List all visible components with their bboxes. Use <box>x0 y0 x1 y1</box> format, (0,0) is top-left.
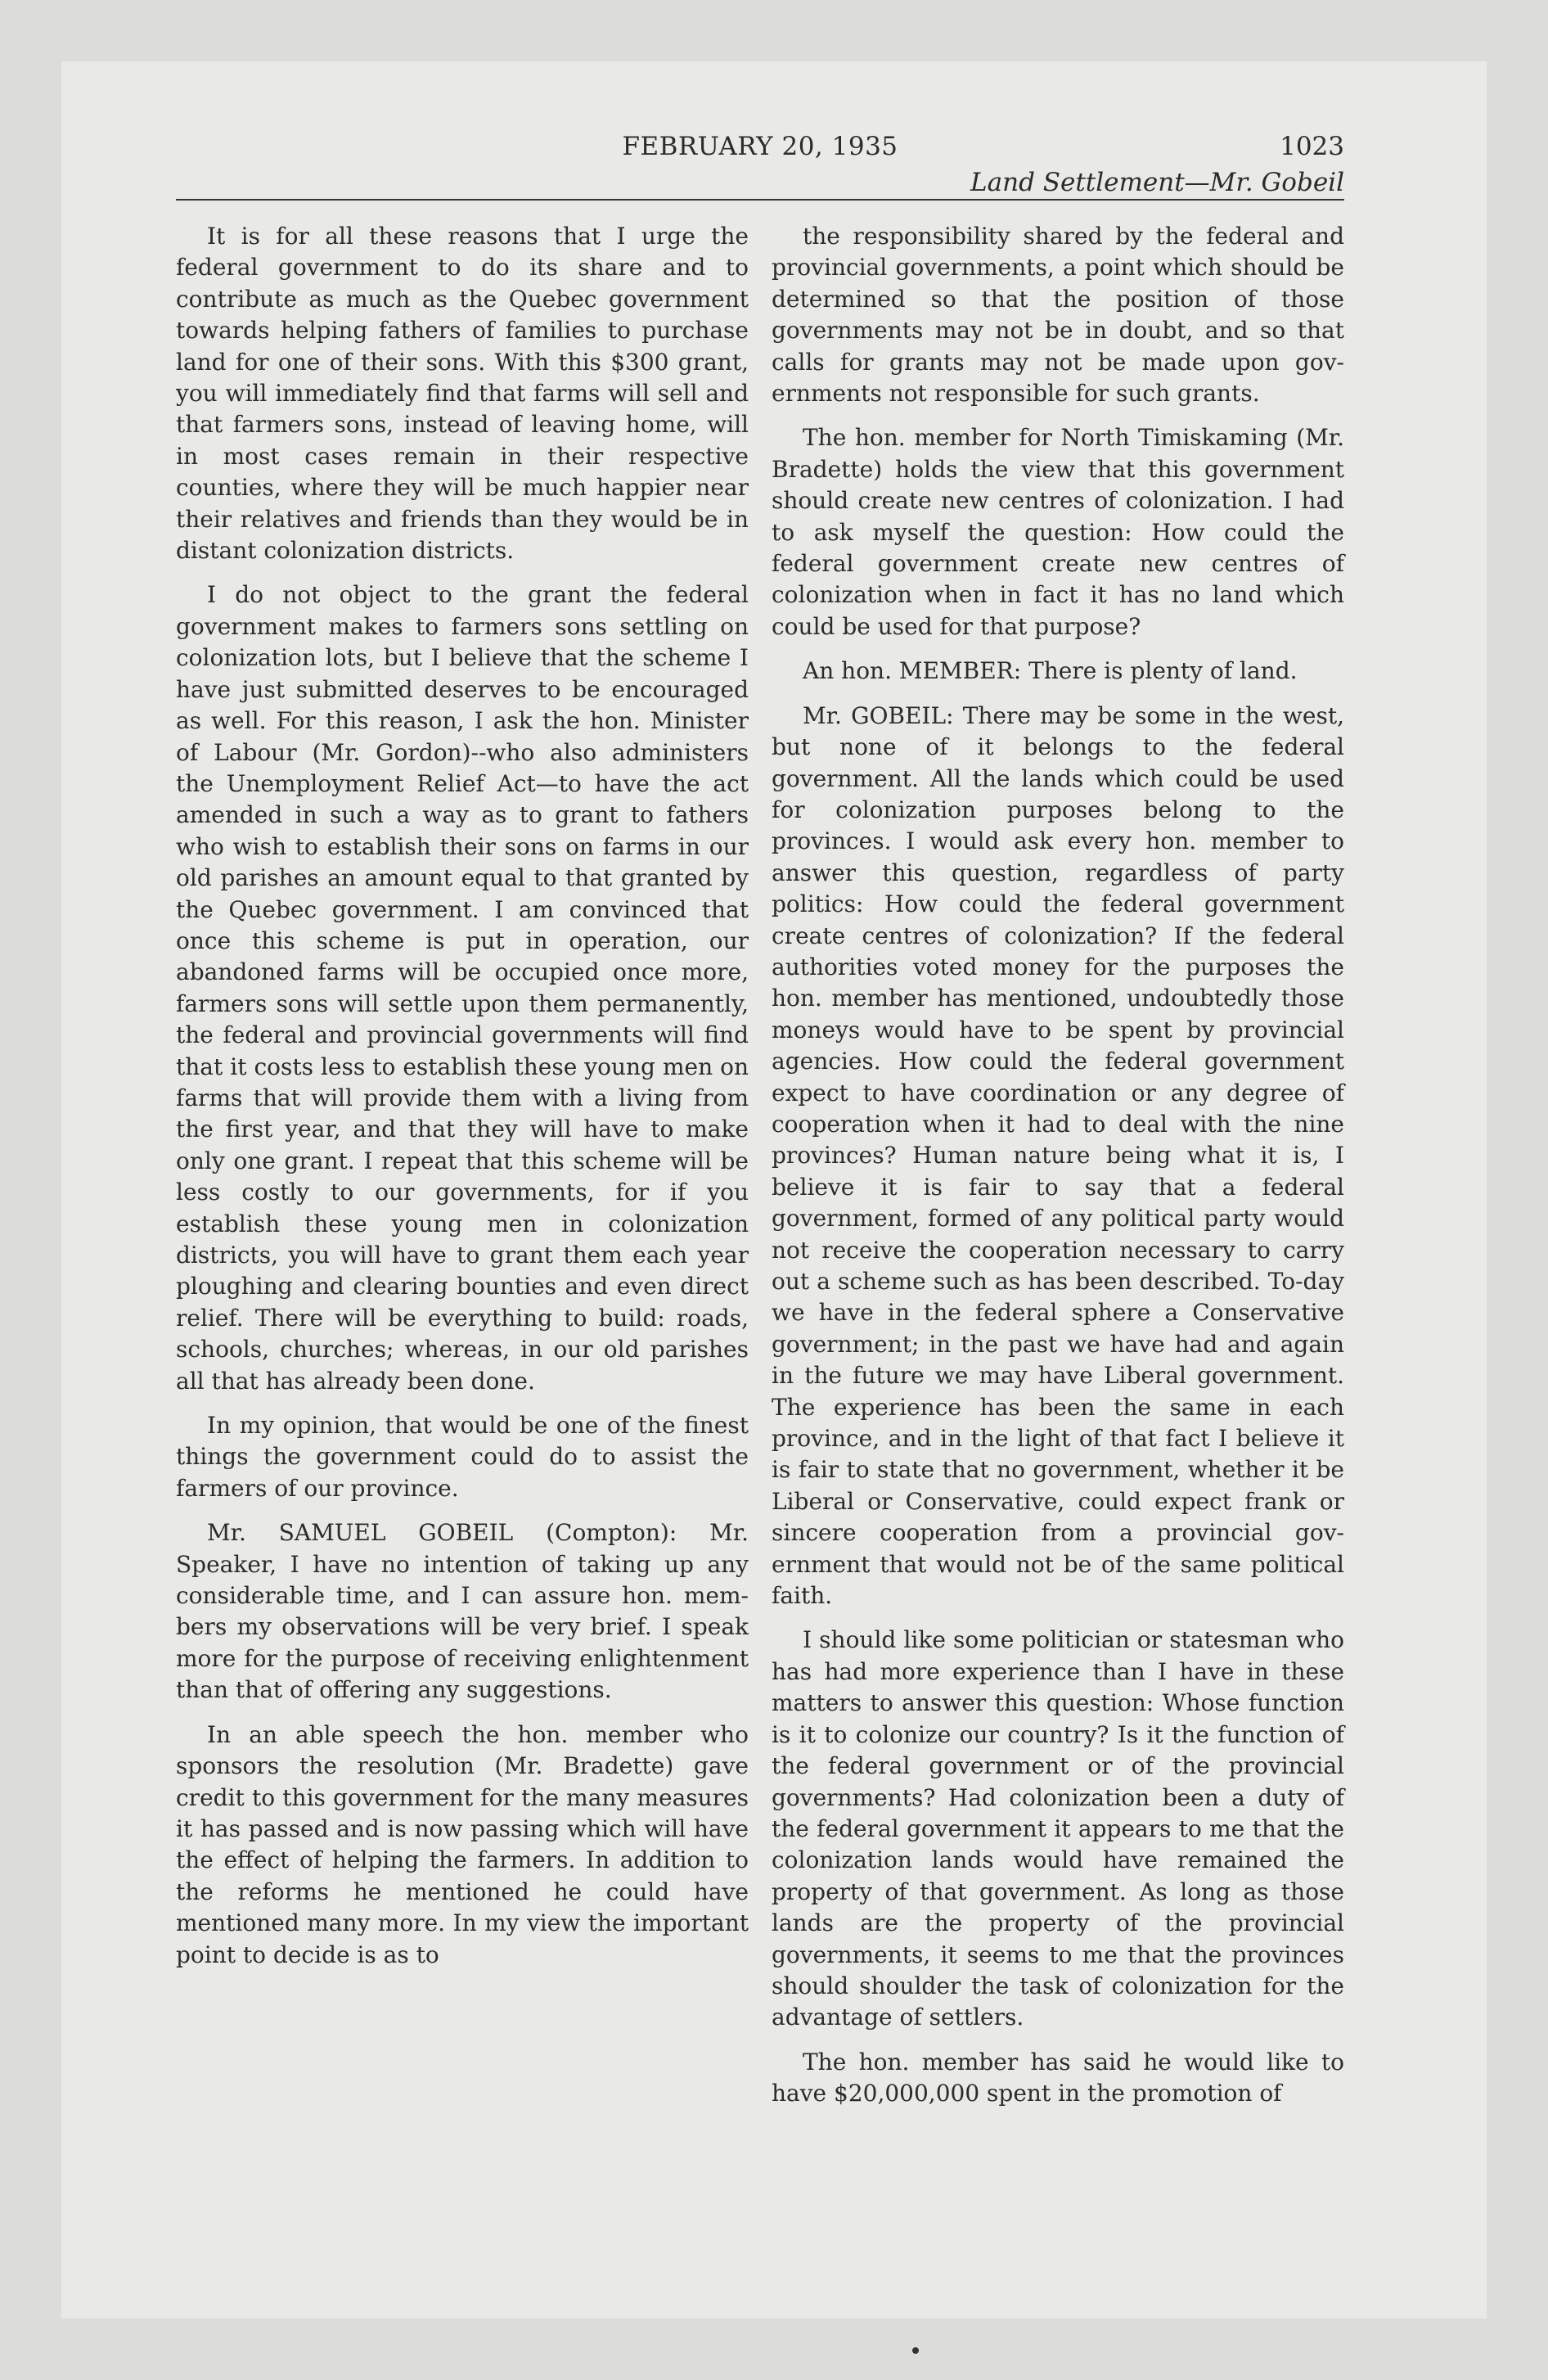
paragraph: The hon. member for North Timiskaming (Mr. Bradette) holds the view that this government should create new centres of colonization. I had to ask myself the question: How could the federal government create new centres of colonization when in fact it has no land which could be used for that purpose? <box>772 424 1344 640</box>
header-subtitle: Land Settlement—Mr. Gobeil <box>970 168 1344 197</box>
paragraph: An hon. MEMBER: There is plenty of land. <box>803 657 1298 685</box>
page-header <box>176 127 1344 209</box>
document-page <box>61 61 1487 2319</box>
paragraph: It is for all these reasons that I urge the federal government to do its share and to contribute as much as the Quebec government towards helping fathers of families to purchase land for one of their sons. With this $300 grant, you will immediately find that farms will sell and that farmers sons, instead of leaving home, will in most cases remain in their respective counties, where they will be much happier near their relatives and friends than they would be in distant colonization districts. <box>176 223 749 565</box>
right-column <box>772 221 1344 2123</box>
paragraph: The hon. member has said he would like to have $20,000,000 spent in the promotion of <box>772 2048 1344 2107</box>
paragraph: the responsibility shared by the federal and provincial governments, a point which should be determined so that the position of those governments may not be in doubt, and so that calls for grants may not be made upon governments not responsible for such grants. <box>772 223 1344 408</box>
left-column <box>176 221 749 1984</box>
paragraph: I do not object to the grant the federal government makes to farmers sons settling on colonization lots, but I believe that the scheme I have just submitted deserves to be encouraged as well. For this reason, I ask the hon. Minister of Labour (Mr. Gordon)--who also administers the Unemployment Relief Act—to have the act amended in such a way as to grant to fathers who wish to establish their sons on farms in our old parishes an amount equal to that granted by the Quebec government. I am convinced that once this scheme is put in operation, our abandoned farms will be occupied once more, farmers sons will settle upon them permanently, the federal and provincial governments will find that it costs less to establish these young men on farms that will provide them with a living from the first year, and that they will have to make only one grant. I repeat that this scheme will be less costly to our governments, for if you establish these young men in colonization districts, you will have to grant them each year ploughing and clearing bounties and even direct relief. There will be everything to build: roads, schools, churches; whereas, in our old parishes all that has already been done. <box>176 581 749 1395</box>
page-number: 1023 <box>1280 132 1344 161</box>
header-date: FEBRUARY 20, 1935 <box>622 132 898 161</box>
footer-dot <box>912 2347 919 2354</box>
paragraph: In an able speech the hon. member who sponsors the resolution (Mr. Bradette) gave credit to this government for the many measures it has passed and is now passing which will have the effect of helping the farmers. In addition to the reforms he mentioned he could have mentioned many more. In my view the important point to decide is as to <box>176 1720 749 1968</box>
header-rule <box>176 199 1344 201</box>
paragraph: Mr. SAMUEL GOBEIL (Compton): Mr. Speaker, I have no intention of taking up any considerable time, and I can assure hon. members my observations will be very brief. I speak more for the purpose of receiving enlightenment than that of offering any suggestions. <box>176 1519 749 1704</box>
paragraph: Mr. GOBEIL: There may be some in the west, but none of it belongs to the federal government. All the lands which could be used for colonization purposes belong to the provinces. I would ask every hon. member to answer this question, regardless of party politics: How could the federal government create centres of colonization? If the federal authorities voted money for the purposes the hon. member has mentioned, undoubtedly those moneys would have to be spent by provincial agencies. How could the federal government expect to have coordination or any degree of cooperation when it had to deal with the nine provinces? Human nature being what it is, I believe it is fair to say that a federal government, formed of any political party would not receive the cooperation necessary to carry out a scheme such as has been described. To-day we have in the federal sphere a Conservative government; in the past we have had and again in the future we may have Liberal government. The experience has been the same in each province, and in the light of that fact I believe it is fair to state that no government, whether it be Liberal or Conservative, could expect frank or sincere cooperation from a provincial government that would not be of the same political faith. <box>772 701 1344 1610</box>
paragraph: I should like some politician or statesman who has had more experience than I have in these matters to answer this question: Whose function is it to colonize our country? Is it the function of the federal government or of the provincial governments? Had colonization been a duty of the federal government it appears to me that the colonization lands would have remained the property of that government. As long as those lands are the property of the provincial governments, it seems to me that the provinces should shoulder the task of colonization for the advantage of settlers. <box>772 1626 1344 2031</box>
paragraph: In my opinion, that would be one of the finest things the government could do to assist the farmers of our province. <box>176 1412 749 1502</box>
